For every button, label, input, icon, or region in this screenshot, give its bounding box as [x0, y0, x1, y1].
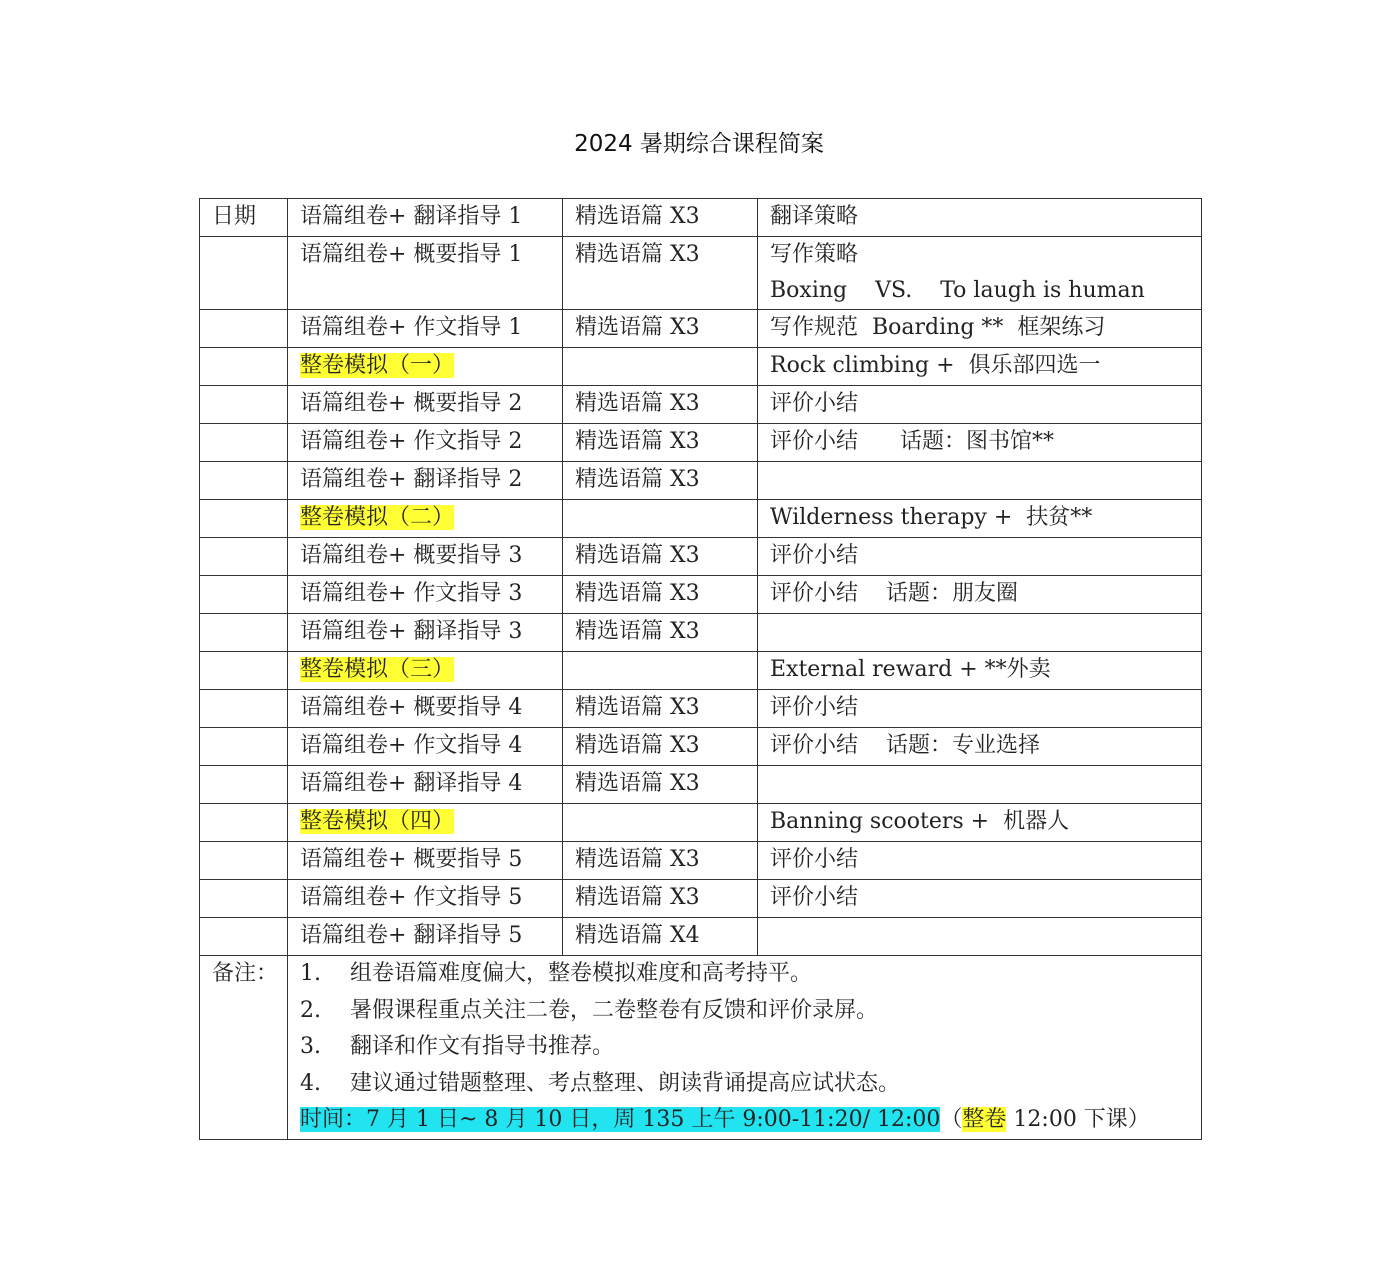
material-label: 精选语篇 X3	[575, 204, 700, 229]
material-label: 精选语篇 X4	[575, 923, 700, 948]
topic-cell	[758, 348, 1202, 386]
material-cell	[563, 237, 758, 310]
table-row	[200, 237, 1202, 310]
table-row	[200, 500, 1202, 538]
date-cell	[200, 880, 288, 918]
table-row	[200, 728, 1202, 766]
topic-label: 评价小结 话题：图书馆**	[770, 429, 1054, 454]
date-cell	[200, 386, 288, 424]
material-cell	[563, 462, 758, 500]
note-number: 3.	[300, 1034, 321, 1059]
table-row	[200, 766, 1202, 804]
topic-cell	[758, 424, 1202, 462]
session-label: 语篇组卷+ 作文指导 1	[300, 315, 523, 340]
material-cell	[563, 880, 758, 918]
material-cell	[563, 766, 758, 804]
material-label: 精选语篇 X3	[575, 429, 700, 454]
date-cell	[200, 690, 288, 728]
material-cell	[563, 424, 758, 462]
note-item	[300, 993, 1201, 1030]
material-cell	[563, 386, 758, 424]
session-cell	[288, 804, 563, 842]
material-cell	[563, 652, 758, 690]
session-label: 语篇组卷+ 翻译指导 2	[300, 467, 523, 492]
topic-cell	[758, 766, 1202, 804]
topic-label: 评价小结 话题：专业选择	[770, 733, 1040, 758]
material-cell	[563, 804, 758, 842]
date-cell	[200, 538, 288, 576]
session-cell	[288, 652, 563, 690]
session-cell	[288, 237, 563, 310]
session-label: 语篇组卷+ 概要指导 3	[300, 543, 523, 568]
note-item	[300, 1066, 1201, 1103]
topic-label: 写作策略	[770, 242, 859, 267]
material-label: 精选语篇 X3	[575, 581, 700, 606]
topic-cell	[758, 918, 1202, 956]
table-row	[200, 880, 1202, 918]
table-row	[200, 576, 1202, 614]
material-label: 精选语篇 X3	[575, 242, 700, 267]
material-cell	[563, 348, 758, 386]
table-row	[200, 386, 1202, 424]
mock-exam-label: 整卷模拟（一）	[300, 353, 455, 378]
session-cell	[288, 386, 563, 424]
notes-row	[200, 956, 1202, 1140]
date-cell	[200, 842, 288, 880]
topic-label: 评价小结	[770, 391, 859, 416]
session-cell	[288, 766, 563, 804]
topic-cell	[758, 386, 1202, 424]
material-cell	[563, 576, 758, 614]
topic-cell	[758, 728, 1202, 766]
date-cell	[200, 424, 288, 462]
table-row	[200, 804, 1202, 842]
material-label: 精选语篇 X3	[575, 619, 700, 644]
note-number: 2.	[300, 997, 321, 1023]
topic-label: 评价小结	[770, 543, 859, 568]
table-row	[200, 918, 1202, 956]
topic-label: Rock climbing + 俱乐部四选一	[770, 353, 1101, 378]
schedule-body	[200, 199, 1202, 1140]
note-text: 组卷语篇难度偏大，整卷模拟难度和高考持平。	[350, 961, 813, 986]
material-label: 精选语篇 X3	[575, 695, 700, 720]
course-schedule-table	[199, 198, 1202, 1140]
session-label: 语篇组卷+ 翻译指导 4	[300, 771, 523, 796]
table-row	[200, 842, 1202, 880]
date-cell	[200, 199, 288, 237]
topic-cell	[758, 462, 1202, 500]
session-label: 语篇组卷+ 作文指导 4	[300, 733, 523, 758]
topic-cell	[758, 842, 1202, 880]
time-paren-open: （	[940, 1107, 963, 1132]
topic-cell	[758, 500, 1202, 538]
session-label: 语篇组卷+ 概要指导 4	[300, 695, 523, 720]
session-cell	[288, 462, 563, 500]
date-cell	[200, 652, 288, 690]
document-title: 2024 暑期综合课程简案	[574, 131, 824, 157]
note-item	[300, 1029, 1201, 1066]
notes-label-cell	[200, 956, 288, 1140]
topic-label: 翻译策略	[770, 204, 859, 229]
topic-cell	[758, 199, 1202, 237]
session-cell	[288, 690, 563, 728]
material-cell	[563, 538, 758, 576]
table-row	[200, 348, 1202, 386]
material-label: 精选语篇 X3	[575, 467, 700, 492]
topic-cell	[758, 804, 1202, 842]
notes-content	[288, 956, 1202, 1140]
topic-label: 评价小结	[770, 695, 859, 720]
material-cell	[563, 500, 758, 538]
topic-label: 写作规范 Boarding ** 框架练习	[770, 315, 1106, 340]
exam-word-highlight: 整卷	[962, 1107, 1007, 1132]
session-cell	[288, 880, 563, 918]
topic-label: 评价小结 话题：朋友圈	[770, 581, 1018, 606]
material-label: 精选语篇 X3	[575, 885, 700, 910]
table-row	[200, 614, 1202, 652]
session-cell	[288, 310, 563, 348]
material-cell	[563, 728, 758, 766]
mock-exam-label: 整卷模拟（三）	[300, 657, 455, 682]
notes-label: 备注：	[212, 961, 279, 986]
session-label: 语篇组卷+ 作文指导 2	[300, 429, 523, 454]
topic-label: Banning scooters + 机器人	[770, 809, 1070, 834]
session-cell	[288, 500, 563, 538]
material-cell	[563, 614, 758, 652]
session-cell	[288, 424, 563, 462]
session-cell	[288, 576, 563, 614]
material-label: 精选语篇 X3	[575, 315, 700, 340]
session-cell	[288, 538, 563, 576]
note-text: 建议通过错题整理、考点整理、朗读背诵提高应试状态。	[350, 1070, 901, 1096]
date-cell	[200, 310, 288, 348]
topic-cell	[758, 538, 1202, 576]
material-cell	[563, 918, 758, 956]
session-label: 语篇组卷+ 翻译指导 3	[300, 619, 523, 644]
note-text: 暑假课程重点关注二卷，二卷整卷有反馈和评价录屏。	[350, 997, 879, 1023]
topic-cell	[758, 614, 1202, 652]
date-cell	[200, 804, 288, 842]
date-cell	[200, 918, 288, 956]
note-text: 翻译和作文有指导书推荐。	[350, 1034, 615, 1059]
material-label: 精选语篇 X3	[575, 543, 700, 568]
session-label: 语篇组卷+ 作文指导 5	[300, 885, 523, 910]
session-cell	[288, 614, 563, 652]
table-row	[200, 462, 1202, 500]
session-cell	[288, 728, 563, 766]
date-cell	[200, 500, 288, 538]
date-header: 日期	[212, 204, 257, 229]
topic-label-secondary: Boxing VS. To laugh is human	[770, 278, 1145, 303]
session-label: 语篇组卷+ 翻译指导 5	[300, 923, 523, 948]
date-cell	[200, 576, 288, 614]
topic-cell	[758, 237, 1202, 310]
session-label: 语篇组卷+ 概要指导 5	[300, 847, 523, 872]
date-cell	[200, 237, 288, 310]
session-label: 语篇组卷+ 概要指导 1	[300, 242, 523, 267]
session-label: 语篇组卷+ 概要指导 2	[300, 391, 523, 416]
topic-cell	[758, 652, 1202, 690]
topic-label: 评价小结	[770, 885, 859, 910]
session-cell	[288, 199, 563, 237]
schedule-time-line	[300, 1102, 1201, 1139]
note-number: 1.	[300, 961, 321, 986]
note-item	[300, 956, 1201, 993]
session-label: 语篇组卷+ 翻译指导 1	[300, 204, 523, 229]
material-cell	[563, 690, 758, 728]
material-label: 精选语篇 X3	[575, 733, 700, 758]
session-cell	[288, 842, 563, 880]
topic-cell	[758, 880, 1202, 918]
note-number: 4.	[300, 1070, 321, 1096]
table-row	[200, 424, 1202, 462]
date-cell	[200, 348, 288, 386]
time-end-text: 12:00 下课）	[1006, 1107, 1150, 1132]
session-cell	[288, 348, 563, 386]
date-cell	[200, 462, 288, 500]
table-row	[200, 538, 1202, 576]
table-row	[200, 652, 1202, 690]
date-cell	[200, 614, 288, 652]
date-cell	[200, 766, 288, 804]
material-cell	[563, 310, 758, 348]
material-label: 精选语篇 X3	[575, 771, 700, 796]
topic-label: 评价小结	[770, 847, 859, 872]
material-cell	[563, 199, 758, 237]
session-label: 语篇组卷+ 作文指导 3	[300, 581, 523, 606]
table-row	[200, 199, 1202, 237]
material-label: 精选语篇 X3	[575, 391, 700, 416]
schedule-time-highlight: 时间：7 月 1 日~ 8 月 10 日，周 135 上午 9:00-11:20/ 12:00	[300, 1107, 941, 1132]
topic-label: Wilderness therapy + 扶贫**	[770, 505, 1093, 530]
topic-label: External reward + **外卖	[770, 657, 1051, 682]
table-row	[200, 690, 1202, 728]
session-cell	[288, 918, 563, 956]
topic-cell	[758, 690, 1202, 728]
topic-cell	[758, 576, 1202, 614]
date-cell	[200, 728, 288, 766]
topic-cell	[758, 310, 1202, 348]
mock-exam-label: 整卷模拟（二）	[300, 505, 455, 530]
mock-exam-label: 整卷模拟（四）	[300, 809, 455, 834]
table-row	[200, 310, 1202, 348]
material-cell	[563, 842, 758, 880]
material-label: 精选语篇 X3	[575, 847, 700, 872]
